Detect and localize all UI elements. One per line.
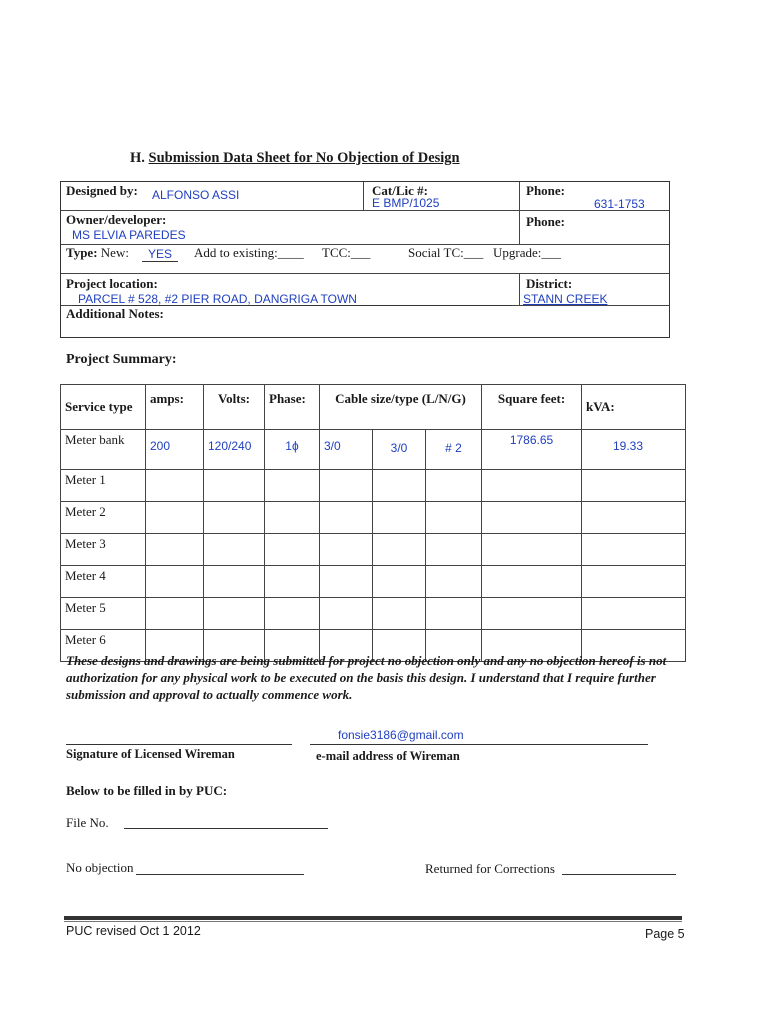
square-feet-value: 1786.65 (509, 433, 554, 447)
cell-cable-n[interactable] (373, 430, 426, 470)
file-no-line[interactable] (124, 828, 328, 829)
signature-line[interactable] (66, 744, 292, 745)
owner-label: Owner/developer: (66, 212, 167, 227)
row-label: Meter 5 (61, 598, 146, 630)
row-label: Meter bank (61, 430, 146, 470)
project-location-label: Project location: (66, 276, 158, 291)
type-label: Type: (66, 245, 98, 260)
file-no-label: File No. (66, 815, 109, 830)
designed-by-label: Designed by: (66, 183, 138, 198)
row-label: Meter 6 (61, 630, 146, 662)
header-cable: Cable size/type (L/N/G) (320, 385, 482, 430)
project-summary-heading: Project Summary: (66, 352, 177, 367)
row-label: Meter 1 (61, 470, 146, 502)
no-objection-label: No objection (66, 860, 134, 875)
project-summary-table (60, 384, 686, 662)
title-text: Submission Data Sheet for No Objection of Design (148, 150, 460, 166)
email-label: e-mail address of Wireman (316, 749, 460, 763)
cable-l-value: 3/0 (324, 439, 341, 453)
additional-notes-label: Additional Notes: (66, 306, 164, 321)
table-row (61, 566, 686, 598)
returned-line[interactable] (562, 874, 676, 875)
email-value[interactable]: fonsie3186@gmail.com (338, 728, 464, 742)
new-label: New: (100, 245, 129, 260)
project-location-value[interactable]: PARCEL # 528, #2 PIER ROAD, DANGRIGA TOWN (78, 292, 357, 306)
cell-kva[interactable] (582, 430, 686, 470)
table-row (61, 470, 686, 502)
header-service-type: Service type (61, 385, 146, 430)
table-header-row (61, 385, 686, 430)
upgrade-label: Upgrade:___ (493, 245, 561, 260)
footer-revised: PUC revised Oct 1 2012 (66, 924, 201, 938)
header-square-feet: Square feet: (482, 385, 582, 430)
row-label: Meter 2 (61, 502, 146, 534)
cable-g-value: # 2 (445, 441, 462, 455)
row-label: Meter 4 (61, 566, 146, 598)
cat-lic-label: Cat/Lic #: (372, 183, 428, 198)
type-row (66, 245, 129, 261)
section-letter: H. (130, 150, 145, 166)
table-row (61, 598, 686, 630)
district-value[interactable]: STANN CREEK (523, 292, 608, 306)
form-title (130, 150, 460, 167)
cat-lic-value[interactable]: E BMP/1025 (372, 196, 440, 210)
phone2-label: Phone: (526, 214, 565, 229)
designed-by-value[interactable]: ALFONSO ASSI (152, 188, 240, 202)
cell-cable-g[interactable] (426, 430, 482, 470)
disclaimer-text: These designs and drawings are being submitted for project no objection only and any no objection hereof is not authorization for any physical work to be executed on the basis this design. I understand that I require further submission and approval to actually commence work. (66, 653, 667, 702)
add-existing-label: Add to existing:____ (194, 245, 304, 260)
amps-value: 200 (150, 439, 171, 453)
email-line (310, 744, 648, 745)
signature-label: Signature of Licensed Wireman (66, 747, 235, 761)
district-label: District: (526, 276, 573, 291)
header-kva: kVA: (582, 385, 686, 430)
table-row (61, 430, 686, 470)
owner-value[interactable]: MS ELVIA PAREDES (72, 228, 186, 242)
footer-page: Page 5 (645, 927, 685, 941)
cell-volts[interactable] (204, 430, 265, 470)
new-value[interactable]: YES (142, 247, 178, 262)
table-row (61, 502, 686, 534)
cell-cable-l[interactable] (320, 430, 373, 470)
cell-amps[interactable] (146, 430, 204, 470)
cell-square-feet[interactable] (482, 430, 582, 470)
row-label: Meter 3 (61, 534, 146, 566)
social-tc-label: Social TC:___ (408, 245, 484, 260)
phone-value[interactable]: 631-1753 (594, 197, 645, 211)
kva-value: 19.33 (613, 439, 644, 453)
phone-label: Phone: (526, 183, 565, 198)
cable-n-value: 3/0 (390, 441, 408, 455)
header-phase: Phase: (265, 385, 320, 430)
header-amps: amps: (146, 385, 204, 430)
tcc-label: TCC:___ (322, 245, 371, 260)
header-volts: Volts: (204, 385, 265, 430)
cell-phase[interactable] (265, 430, 320, 470)
table-row (61, 534, 686, 566)
footer-rule-thin (64, 921, 682, 922)
no-objection-line[interactable] (136, 874, 304, 875)
returned-label: Returned for Corrections (425, 861, 555, 876)
puc-heading: Below to be filled in by PUC: (66, 783, 228, 798)
volts-value: 120/240 (208, 439, 252, 453)
phase-value: 1ϕ (285, 439, 299, 453)
footer-rule (64, 916, 682, 920)
